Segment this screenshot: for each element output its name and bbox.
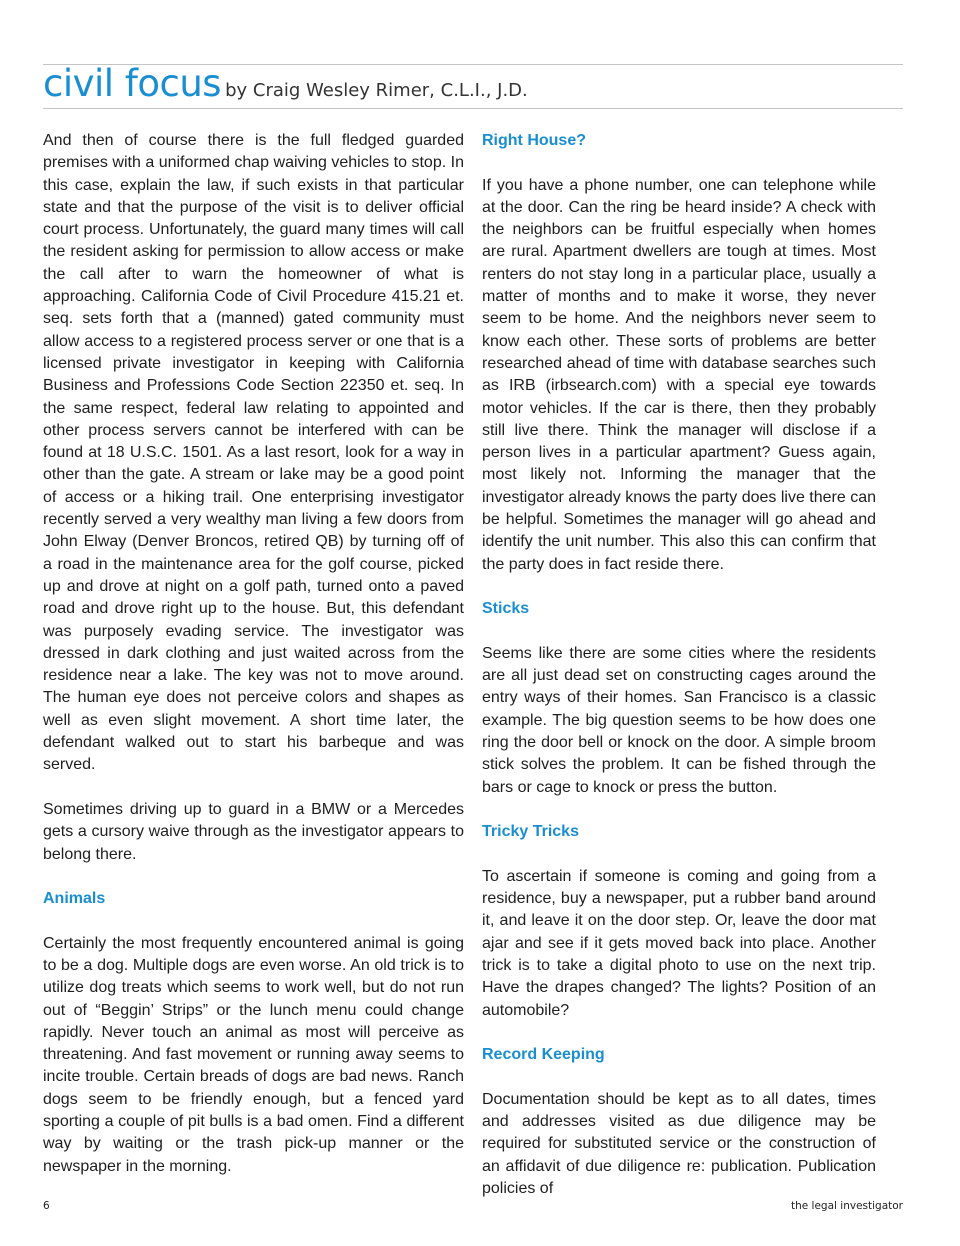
heading-record-keeping: Record Keeping	[482, 1046, 605, 1064]
left-column	[43, 130, 464, 1200]
masthead	[43, 62, 528, 105]
heading-sticks: Sticks	[482, 600, 530, 618]
section-title: civil focus	[43, 62, 222, 105]
paragraph-animals: Certainly the most frequently encountered animal is going to be a dog. Multiple dogs are even worse. An old trick is to utilize dog treats which seems to work well, but do not run out of “Beggin’ Strips” or the lunch menu could change rapidly. Never touch an animal as most will perceive as threatening. And fast movement or running away seems to incite trouble. Certain breads of dogs are bad news. Ranch dogs seem to be friendly enough, but a fenced yard sporting a couple of pit bulls is a bad omen. Find a different way by waiting or the trash pick-up manner or the newspaper in the morning.	[43, 934, 464, 1175]
paragraph-tricky-tricks: To ascertain if someone is coming and going from a residence, buy a newspaper, put a rubber band around it, and leave it on the door step. Or, leave the door mat ajar and see if it gets moved back into place. Another trick is to take a digital photo to use on the next trip. Have the drapes changed? The lights? Position of an automobile?	[482, 867, 876, 1019]
heading-right-house: Right House?	[482, 132, 586, 149]
right-column	[482, 130, 876, 1223]
heading-animals: Animals	[43, 890, 106, 908]
paragraph-gated-community: And then of course there is the full fledged guarded premises with a uniformed chap waiving vehicles to stop. In this case, explain the law, if such exists in that particular state and that the purpose of the visit is to deliver official court process. Unfortunately, the guard many times will call the resident asking for permission to allow access or make the call after to warn the homeowner of what is approaching. California Code of Civil Procedure 415.21 et. seq. sets forth that a (manned) gated community must allow access to a registered process server or one that is a licensed private investigator in keeping with California Business and Professions Code Section 22350 et. seq. In the same respect, federal law relating to appointed and other process servers cannot be interfered with can be found at 18 U.S.C. 1501. As a last resort, look for a way in other than the gate. A stream or lake may be a good point of access or a hiking trail. One enterprising investigator recently served a very wealthy man living a few doors from John Elway (Denver Broncos, retired QB) by turning off of a road in the maintenance area for the golf course, picked up and drove at night on a golf path, turned onto a paved road and drove right up to the house. But, this defendant was purposely evading service. The investigator was dressed in dark clothing and just waited across from the residence near a lake. The key was not to move around. The human eye does not perceive colors and shapes as well as even slight movement. A short time later, the defendant walked out to start his barbeque and was served.	[43, 132, 464, 774]
heading-tricky-tricks: Tricky Tricks	[482, 823, 579, 841]
paragraph-record-keeping: Documentation should be kept as to all dates, times and addresses visited as due diligence may be required for substituted service or the construction of an affidavit of due diligence re: publication. Publication policies of	[482, 1090, 876, 1197]
page-number: 6	[43, 1200, 50, 1212]
paragraph-right-house: If you have a phone number, one can telephone while at the door. Can the ring be heard inside? A check with the neighbors can be fruitful especially when homes are rural. Apartment dwellers are tough at times. Most renters do not stay long in a particular place, usually a matter of months and to make it worse, they never seem to be home. And the neighbors never seem to know each other. These sorts of problems are better researched ahead of time with database searches such as IRB (irbsearch.com) with a special eye towards motor vehicles. If the car is there, then they probably still live there. Think the manager will disclose if a person lives in a particular apartment? Guess again, most likely not. Informing the manager that the investigator already knows the party does live there can be helpful. Sometimes the manager will go ahead and identify the unit number. This also this can confirm that the party does in fact reside there.	[482, 176, 876, 573]
publication-name: the legal investigator	[790, 1200, 903, 1212]
paragraph-sticks: Seems like there are some cities where the residents are all just dead set on constructing cages around the entry ways of their homes. San Francisco is a classic example. The big question seems to be how does one ring the door bell or knock on the door. A simple broom stick solves the problem. It can be fished through the bars or cage to knock or press the button.	[482, 644, 876, 796]
paragraph-bmw-mercedes: Sometimes driving up to guard in a BMW or a Mercedes gets a cursory waive through as the investigator appears to belong there.	[43, 800, 464, 863]
byline: by Craig Wesley Rimer, C.L.I., J.D.	[225, 80, 528, 101]
header-bottom-rule	[43, 108, 903, 109]
